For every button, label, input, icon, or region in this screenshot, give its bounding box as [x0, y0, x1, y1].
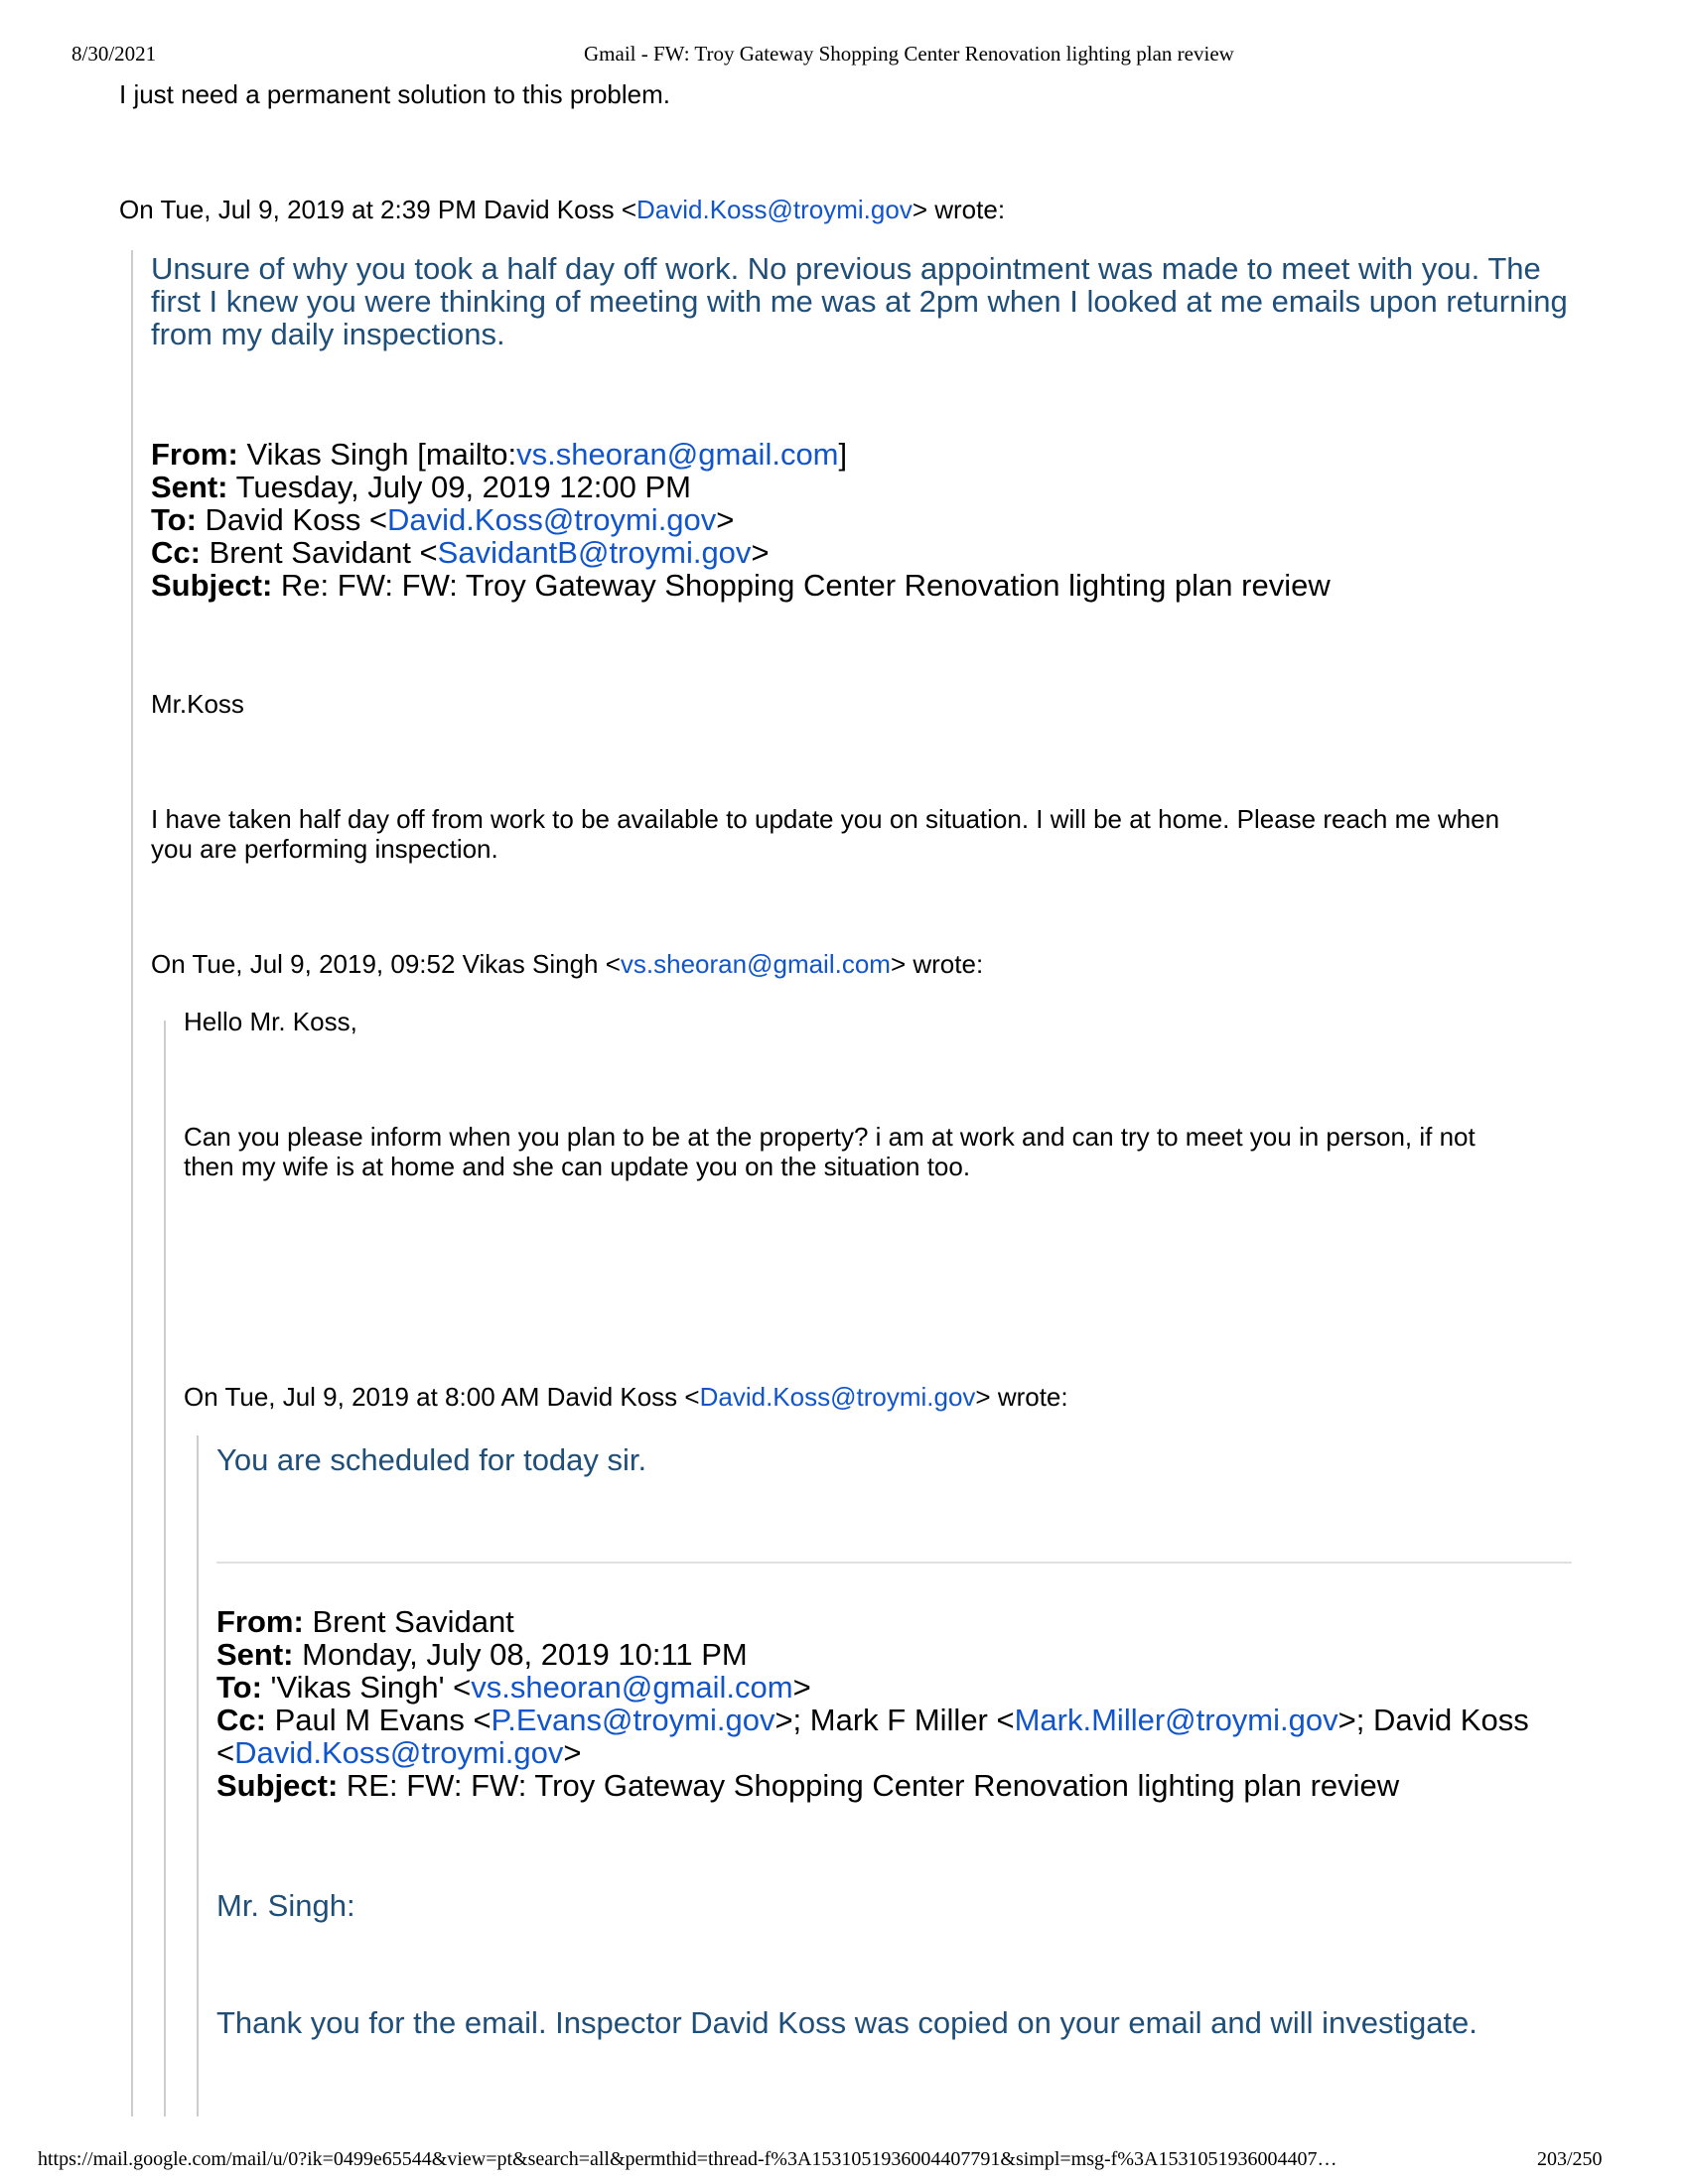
singh-greeting-2: Hello Mr. Koss, — [184, 1007, 357, 1036]
to-value: David Koss < — [205, 502, 388, 537]
attribution-2 — [151, 949, 983, 980]
subject-label: Subject: — [151, 568, 273, 603]
savidant-greeting: Mr. Singh: — [216, 1888, 355, 1923]
email-link[interactable]: David.Koss@troymi.gov — [699, 1382, 976, 1412]
print-date: 8/30/2021 — [71, 42, 157, 66]
singh-line-1: I have taken half day off from work to be available to update you on situation. I will be at home. Please reach me when — [151, 804, 1500, 834]
koss-reply-line-2: first I knew you were thinking of meeting with me was at 2pm when I looked at me emails upon returning — [151, 284, 1568, 319]
cc-close: > — [751, 535, 770, 570]
header-cc-continued — [216, 1735, 581, 1771]
singh2-line-1: Can you please inform when you plan to be at the property? i am at work and can try to meet you in person, if not — [184, 1122, 1476, 1152]
email-link[interactable]: SavidantB@troymi.gov — [437, 535, 752, 570]
cc-open: < — [216, 1735, 235, 1770]
email-link[interactable]: vs.sheoran@gmail.com — [516, 437, 839, 472]
singh2-line-2: then my wife is at home and she can update you on the situation too. — [184, 1152, 971, 1181]
to-close: > — [716, 502, 735, 537]
quote-bar-level-1 — [131, 250, 133, 2116]
from-close: ] — [838, 437, 848, 472]
header-cc — [216, 1703, 1529, 1738]
singh-greeting: Mr.Koss — [151, 689, 244, 719]
sent-value: Monday, July 08, 2019 10:11 PM — [302, 1637, 748, 1672]
attribution-text: > wrote: — [975, 1382, 1068, 1412]
header-from — [151, 437, 847, 473]
cc-close: > — [563, 1735, 582, 1770]
email-link[interactable]: Mark.Miller@troymi.gov — [1014, 1703, 1338, 1737]
print-url: https://mail.google.com/mail/u/0?ik=0499e65544&view=pt&search=all&permthid=thread-f%3A1531051936004407791&simpl=msg-f%3A1531051936004407… — [38, 2148, 1337, 2170]
attribution-text: On Tue, Jul 9, 2019 at 2:39 PM David Koss < — [119, 195, 637, 224]
koss-reply-line-3: from my daily inspections. — [151, 317, 505, 351]
from-value: Vikas Singh [mailto: — [246, 437, 517, 472]
sent-label: Sent: — [151, 470, 228, 504]
header-cc — [151, 535, 770, 571]
koss-scheduled: You are scheduled for today sir. — [216, 1442, 647, 1477]
sent-value: Tuesday, July 09, 2019 12:00 PM — [235, 470, 691, 504]
header-from — [216, 1604, 514, 1640]
koss-reply-line-1: Unsure of why you took a half day off work. No previous appointment was made to meet with you. The — [151, 251, 1541, 286]
cc-label: Cc: — [216, 1703, 266, 1737]
cc-label: Cc: — [151, 535, 201, 570]
cc-value: Brent Savidant < — [209, 535, 438, 570]
header-to — [216, 1670, 811, 1706]
email-link[interactable]: David.Koss@troymi.gov — [234, 1735, 564, 1770]
header-to — [151, 502, 734, 538]
attribution-text: > wrote: — [890, 949, 984, 979]
header-subject — [151, 568, 1331, 604]
separator — [216, 1562, 1572, 1564]
header-sent — [216, 1637, 748, 1673]
to-label: To: — [151, 502, 197, 537]
savidant-line-1: Thank you for the email. Inspector David Koss was copied on your email and will investigate. — [216, 2005, 1477, 2040]
subject-value: RE: FW: FW: Troy Gateway Shopping Center Renovation lighting plan review — [346, 1768, 1400, 1803]
singh-line-2: you are performing inspection. — [151, 834, 498, 864]
attribution-1 — [119, 195, 1005, 225]
intro-line: I just need a permanent solution to this problem. — [119, 79, 670, 109]
email-link[interactable]: vs.sheoran@gmail.com — [471, 1670, 793, 1705]
from-value: Brent Savidant — [312, 1604, 514, 1639]
sent-label: Sent: — [216, 1637, 294, 1672]
quote-bar-level-3 — [197, 1435, 199, 2116]
header-subject — [216, 1768, 1399, 1804]
cc-value: >; Mark F Miller < — [774, 1703, 1015, 1737]
attribution-3 — [184, 1382, 1068, 1413]
attribution-text: On Tue, Jul 9, 2019, 09:52 Vikas Singh < — [151, 949, 621, 979]
page-number: 203/250 — [1537, 2148, 1603, 2170]
subject-label: Subject: — [216, 1768, 339, 1803]
email-link[interactable]: David.Koss@troymi.gov — [636, 195, 913, 224]
attribution-text: > wrote: — [912, 195, 1006, 224]
email-link[interactable]: P.Evans@troymi.gov — [491, 1703, 775, 1737]
email-link[interactable]: vs.sheoran@gmail.com — [620, 949, 891, 979]
from-label: From: — [151, 437, 238, 472]
cc-value: Paul M Evans < — [274, 1703, 492, 1737]
cc-value: >; David Koss — [1337, 1703, 1529, 1737]
header-sent — [151, 470, 691, 505]
to-close: > — [792, 1670, 811, 1705]
to-label: To: — [216, 1670, 262, 1705]
subject-value: Re: FW: FW: Troy Gateway Shopping Center Renovation lighting plan review — [280, 568, 1331, 603]
to-value: 'Vikas Singh' < — [270, 1670, 472, 1705]
attribution-text: On Tue, Jul 9, 2019 at 8:00 AM David Koss < — [184, 1382, 700, 1412]
print-title: Gmail - FW: Troy Gateway Shopping Center Renovation lighting plan review — [584, 42, 1234, 66]
email-link[interactable]: David.Koss@troymi.gov — [387, 502, 717, 537]
from-label: From: — [216, 1604, 304, 1639]
quote-bar-level-2 — [164, 1021, 166, 2116]
